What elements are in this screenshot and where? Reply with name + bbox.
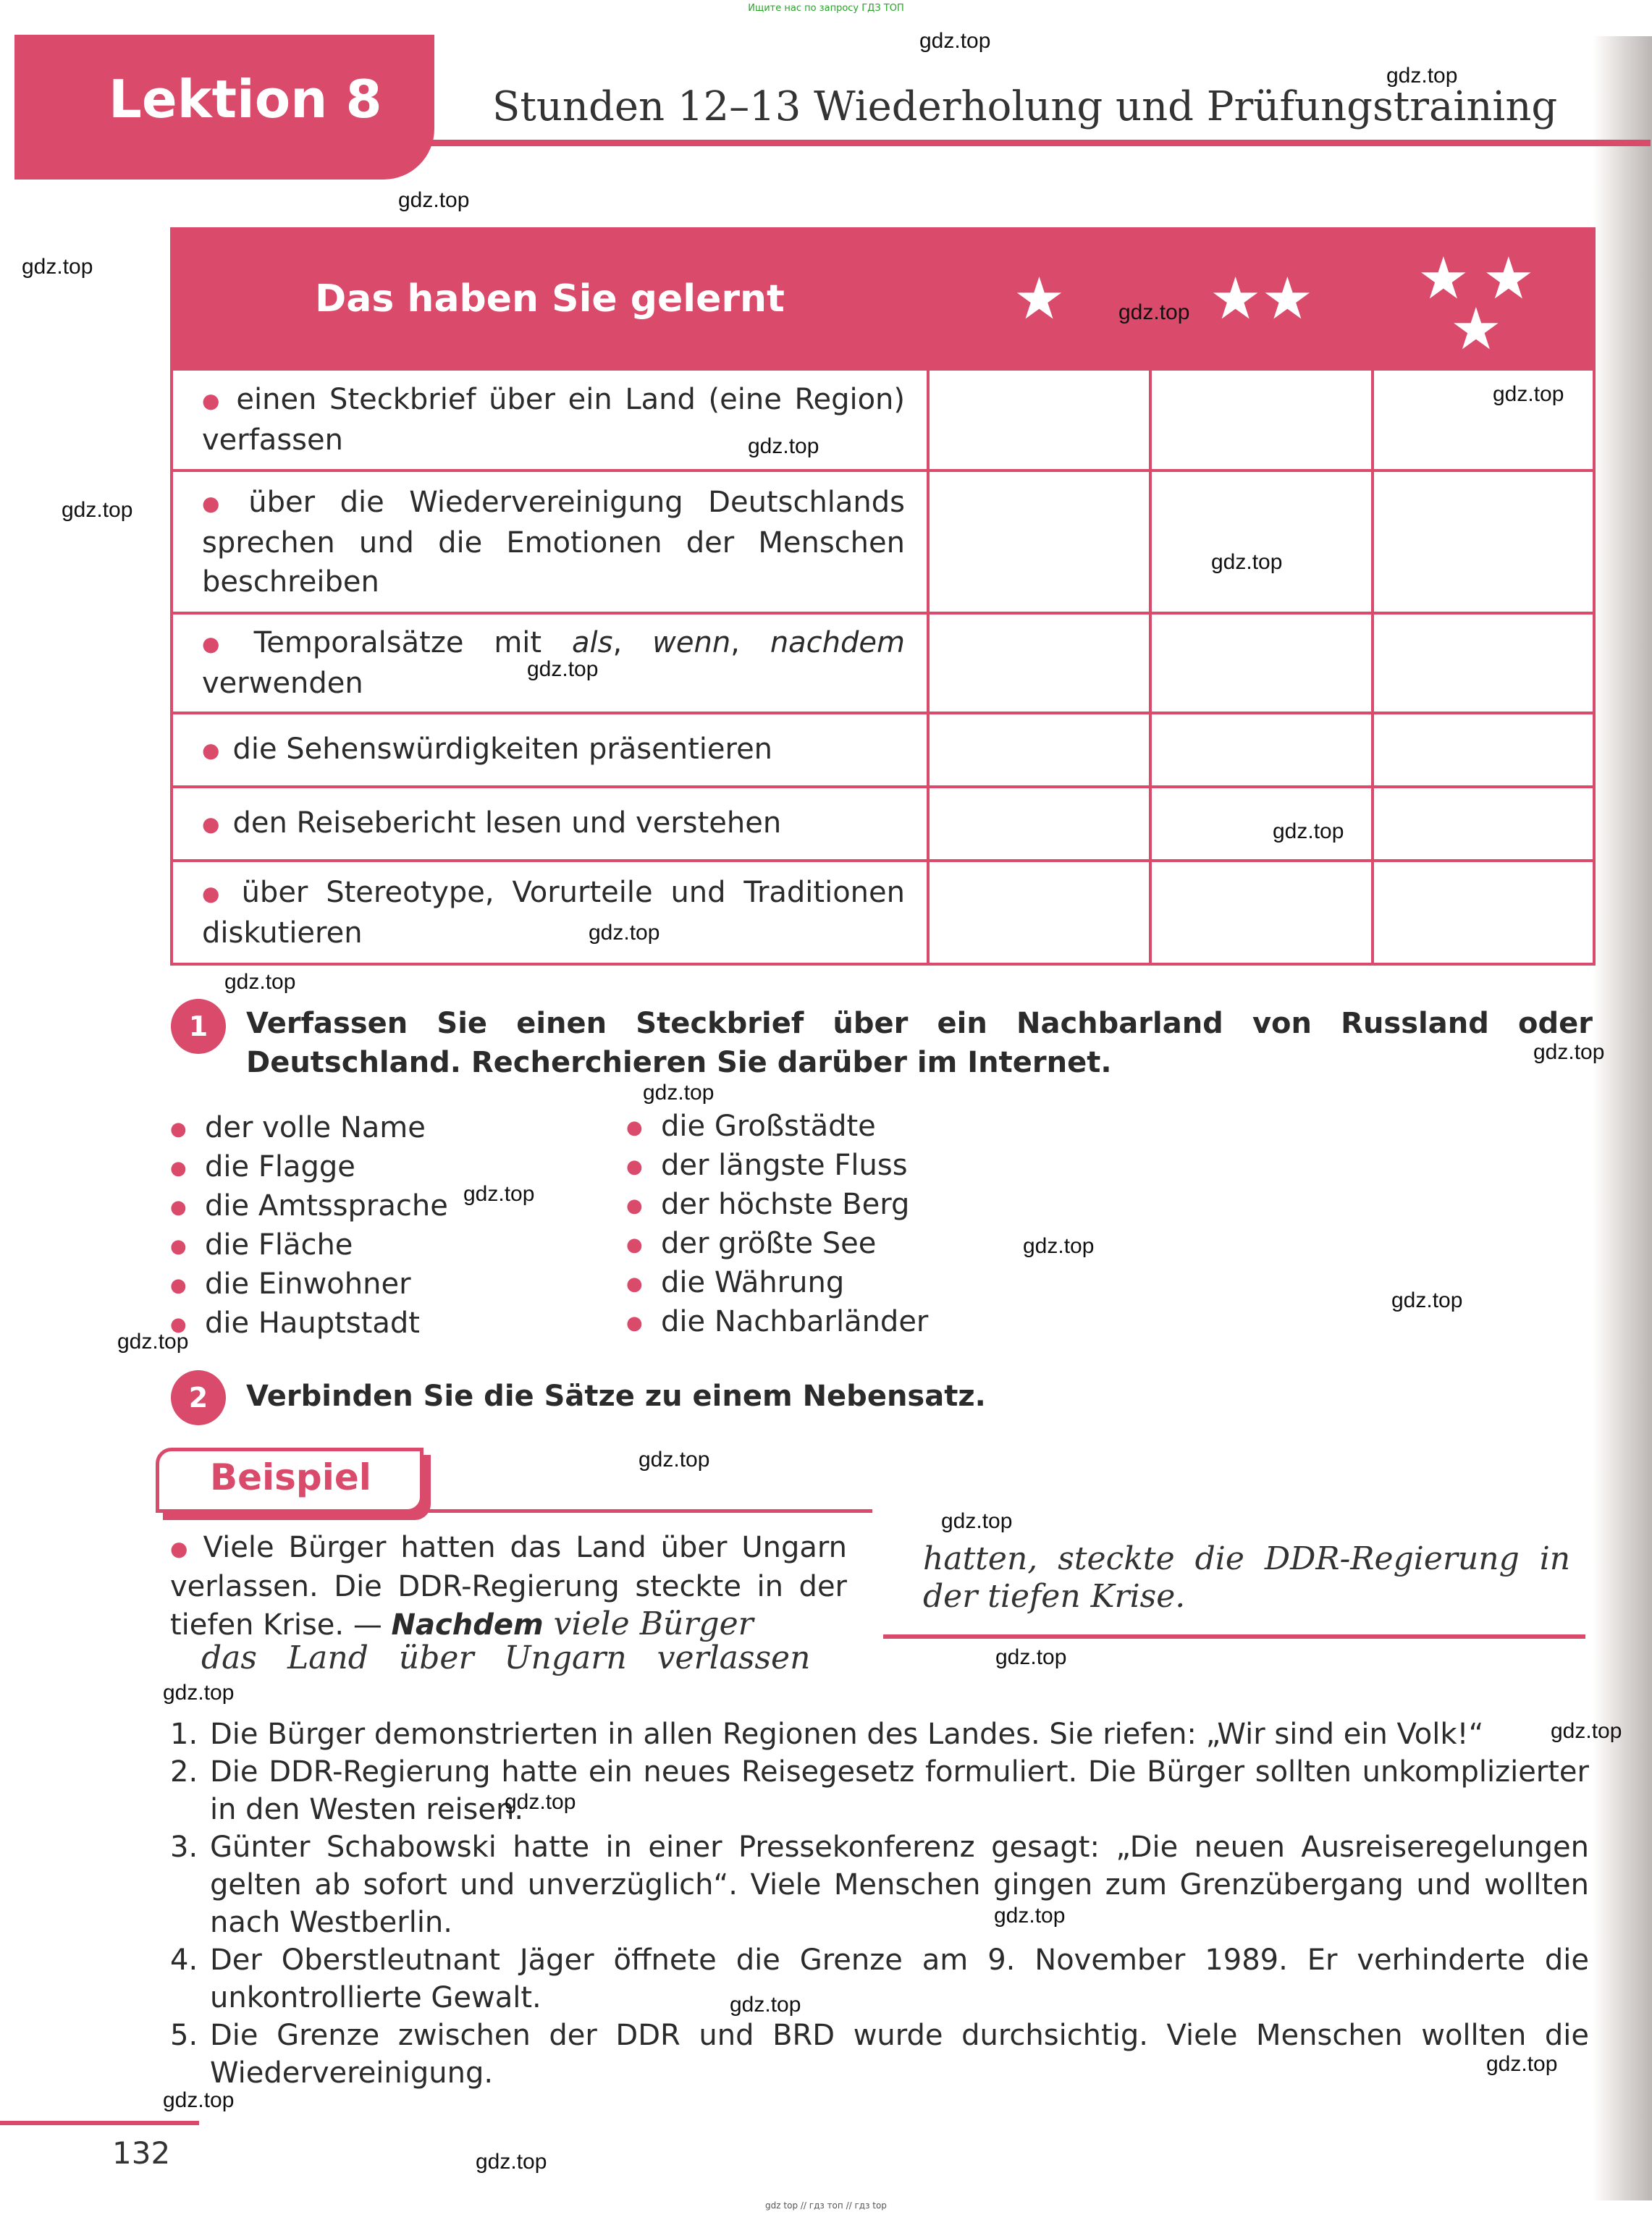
watermark: gdz.top bbox=[463, 1182, 535, 1206]
one-star-column bbox=[928, 229, 1150, 369]
watermark: gdz.top bbox=[22, 255, 93, 279]
skill-cell: ● über Stereotype, Vorurteile und Traditionen diskutieren bbox=[172, 861, 928, 964]
watermark: gdz.top bbox=[1533, 1040, 1605, 1064]
top-note: Ищите нас по запросу ГДЗ ТОП bbox=[748, 3, 904, 14]
list-item: ● die Währung bbox=[626, 1266, 845, 1299]
exercise-1-left-list bbox=[170, 1109, 448, 1343]
rating-cell[interactable] bbox=[928, 613, 1150, 713]
page-fold-shadow bbox=[1593, 36, 1652, 2200]
watermark: gdz.top bbox=[639, 1448, 710, 1472]
skill-text: Temporalsätze mit als, wenn, nachdem verwenden bbox=[202, 626, 905, 700]
skill-text: über die Wiedervereinigung Deutschlands sprechen und die Emotionen der Menschen beschreiben bbox=[202, 485, 905, 599]
table-row bbox=[172, 861, 1594, 964]
watermark: gdz.top bbox=[62, 498, 133, 522]
rating-cell[interactable] bbox=[1373, 713, 1594, 787]
beispiel-underline bbox=[156, 1509, 872, 1513]
list-item: ● der größte See bbox=[626, 1227, 877, 1260]
skill-cell: ● die Sehenswürdigkeiten präsentieren bbox=[172, 713, 928, 787]
list-item: ● die Einwohner bbox=[170, 1267, 411, 1301]
exercise-1-title: Verfassen Sie einen Steckbrief über ein Nachbarland von Russland oder Deutschland. Recherchieren Sie darüber im Internet. bbox=[246, 1007, 1593, 1079]
two-star-icon: ★★ bbox=[1209, 265, 1314, 332]
list-item: ● der höchste Berg bbox=[626, 1188, 910, 1221]
three-star-column bbox=[1373, 229, 1594, 369]
rating-cell[interactable] bbox=[1373, 613, 1594, 713]
watermark: gdz.top bbox=[163, 1681, 235, 1705]
table-header-row bbox=[172, 229, 1594, 369]
watermark: gdz.top bbox=[730, 1993, 801, 2017]
watermark: gdz.top bbox=[995, 1645, 1067, 1669]
watermark: gdz.top bbox=[527, 657, 599, 681]
rating-cell[interactable] bbox=[1373, 861, 1594, 964]
watermark: gdz.top bbox=[1211, 550, 1283, 574]
table-heading-cell bbox=[172, 229, 928, 369]
rating-cell[interactable] bbox=[928, 713, 1150, 787]
exercise-2-number: 2 bbox=[171, 1370, 226, 1425]
skill-text: den Reisebericht lesen und verstehen bbox=[232, 806, 782, 840]
rating-cell[interactable] bbox=[1150, 613, 1373, 713]
page-number-line bbox=[0, 2121, 199, 2125]
list-item: ● die Hauptstadt bbox=[170, 1307, 420, 1340]
lesson-title: Lektion 8 bbox=[109, 69, 382, 130]
watermark: gdz.top bbox=[994, 1904, 1066, 1928]
skill-cell: ● über die Wiedervereinigung Deutschlands sprechen und die Emotionen der Menschen beschreiben bbox=[172, 470, 928, 613]
watermark: gdz.top bbox=[589, 921, 660, 945]
list-item: 5. Die Grenze zwischen der DDR und BRD wurde durchsichtig. Viele Menschen wollten die Wiedervereinigung. bbox=[170, 2019, 1589, 2090]
two-star-column bbox=[1150, 229, 1373, 369]
rating-cell[interactable] bbox=[1150, 713, 1373, 787]
rating-cell[interactable] bbox=[928, 369, 1150, 470]
watermark: gdz.top bbox=[941, 1509, 1013, 1533]
rating-cell[interactable] bbox=[928, 787, 1150, 861]
list-item: ● die Großstädte bbox=[626, 1110, 876, 1143]
table-row bbox=[172, 613, 1594, 713]
three-star-icon: ★ ★ ★ bbox=[1417, 245, 1535, 363]
watermark: gdz.top bbox=[1486, 2052, 1558, 2076]
watermark: gdz.top bbox=[643, 1081, 715, 1105]
watermark: gdz.top bbox=[117, 1330, 189, 1354]
rating-cell[interactable] bbox=[1373, 470, 1594, 613]
exercise-1-number: 1 bbox=[171, 999, 226, 1054]
example-handwriting-1: das Land über Ungarn verlassen bbox=[201, 1639, 811, 1676]
watermark: gdz.top bbox=[224, 970, 296, 994]
answer-line bbox=[883, 1634, 1585, 1639]
skill-cell: ● einen Steckbrief über ein Land (eine Region) verfassen bbox=[172, 369, 928, 470]
skill-text: über Stereotype, Vorurteile und Traditionen diskutieren bbox=[202, 875, 905, 950]
watermark: gdz.top bbox=[476, 2150, 547, 2174]
one-star-icon: ★ bbox=[1013, 265, 1066, 332]
rating-cell[interactable] bbox=[928, 470, 1150, 613]
exercise-2-title: Verbinden Sie die Sätze zu einem Nebensatz. bbox=[246, 1380, 986, 1413]
list-item: ● der längste Fluss bbox=[626, 1149, 908, 1182]
table-row bbox=[172, 713, 1594, 787]
example-handwriting-3: der tiefen Krise. bbox=[923, 1578, 1186, 1615]
watermark: gdz.top bbox=[748, 434, 819, 458]
table-row bbox=[172, 787, 1594, 861]
example-handwriting-2: hatten, steckte die DDR-Regierung in bbox=[923, 1540, 1571, 1577]
list-item: ● der volle Name bbox=[170, 1111, 426, 1144]
bottom-note: gdz top // гдз топ // гдз top bbox=[765, 2200, 887, 2211]
rating-cell[interactable] bbox=[1150, 470, 1373, 613]
header-divider bbox=[420, 140, 1651, 146]
list-item: ● die Flagge bbox=[170, 1150, 355, 1183]
watermark: gdz.top bbox=[1391, 1288, 1463, 1312]
list-item: ● die Amtssprache bbox=[170, 1189, 448, 1223]
self-assessment-table bbox=[170, 227, 1596, 966]
watermark: gdz.top bbox=[1273, 819, 1344, 843]
table-heading: Das haben Sie gelernt bbox=[315, 277, 785, 321]
example-text: ● Viele Bürger hatten das Land über Ungarn verlassen. Die DDR-Regierung steckte in der tiefen Krise. — Nachdem viele Bürger bbox=[170, 1531, 848, 1642]
watermark: gdz.top bbox=[1386, 64, 1458, 88]
list-item: 2. Die DDR-Regierung hatte ein neues Reisegesetz formuliert. Die Bürger sollten unkomplizierter in den Westen reisen. bbox=[170, 1755, 1589, 1826]
watermark: gdz.top bbox=[919, 29, 991, 53]
watermark: gdz.top bbox=[1493, 382, 1564, 406]
skill-cell: ● den Reisebericht lesen und verstehen bbox=[172, 787, 928, 861]
rating-cell[interactable] bbox=[928, 861, 1150, 964]
watermark: gdz.top bbox=[163, 2088, 235, 2112]
rating-cell[interactable] bbox=[1373, 787, 1594, 861]
list-item: 1. Die Bürger demonstrierten in allen Regionen des Landes. Sie riefen: „Wir sind ein Volk!“ bbox=[170, 1718, 1484, 1751]
rating-cell[interactable] bbox=[1150, 369, 1373, 470]
skill-text: die Sehenswürdigkeiten präsentieren bbox=[232, 733, 773, 766]
page-title: Stunden 12–13 Wiederholung und Prüfungstraining bbox=[492, 83, 1558, 130]
watermark: gdz.top bbox=[398, 188, 470, 212]
skill-text: einen Steckbrief über ein Land (eine Region) verfassen bbox=[202, 383, 906, 457]
list-item: 3. Günter Schabowski hatte in einer Pressekonferenz gesagt: „Die neuen Ausreiseregelungen gelten ab sofort und unverzüglich“. Viele Menschen gingen zum Grenzübergang und wollten nach Westberlin. bbox=[170, 1831, 1589, 1939]
exercise-2-items bbox=[170, 1715, 1589, 2092]
rating-cell[interactable] bbox=[1150, 861, 1373, 964]
watermark: gdz.top bbox=[1023, 1234, 1095, 1258]
list-item: 4. Der Oberstleutnant Jäger öffnete die Grenze am 9. November 1989. Er verhinderte die unkontrollierte Gewalt. bbox=[170, 1943, 1589, 2014]
page-number: 132 bbox=[112, 2135, 171, 2171]
list-item: ● die Fläche bbox=[170, 1228, 353, 1262]
list-item: ● die Nachbarländer bbox=[626, 1305, 929, 1338]
beispiel-label: Beispiel bbox=[210, 1456, 371, 1498]
table-row bbox=[172, 470, 1594, 613]
watermark: gdz.top bbox=[1118, 300, 1190, 324]
exercise-1-right-list bbox=[626, 1107, 928, 1342]
table-row bbox=[172, 369, 1594, 470]
watermark: gdz.top bbox=[505, 1790, 576, 1814]
watermark: gdz.top bbox=[1551, 1719, 1622, 1743]
skill-cell: ● Temporalsätze mit als, wenn, nachdem verwenden bbox=[172, 613, 928, 713]
